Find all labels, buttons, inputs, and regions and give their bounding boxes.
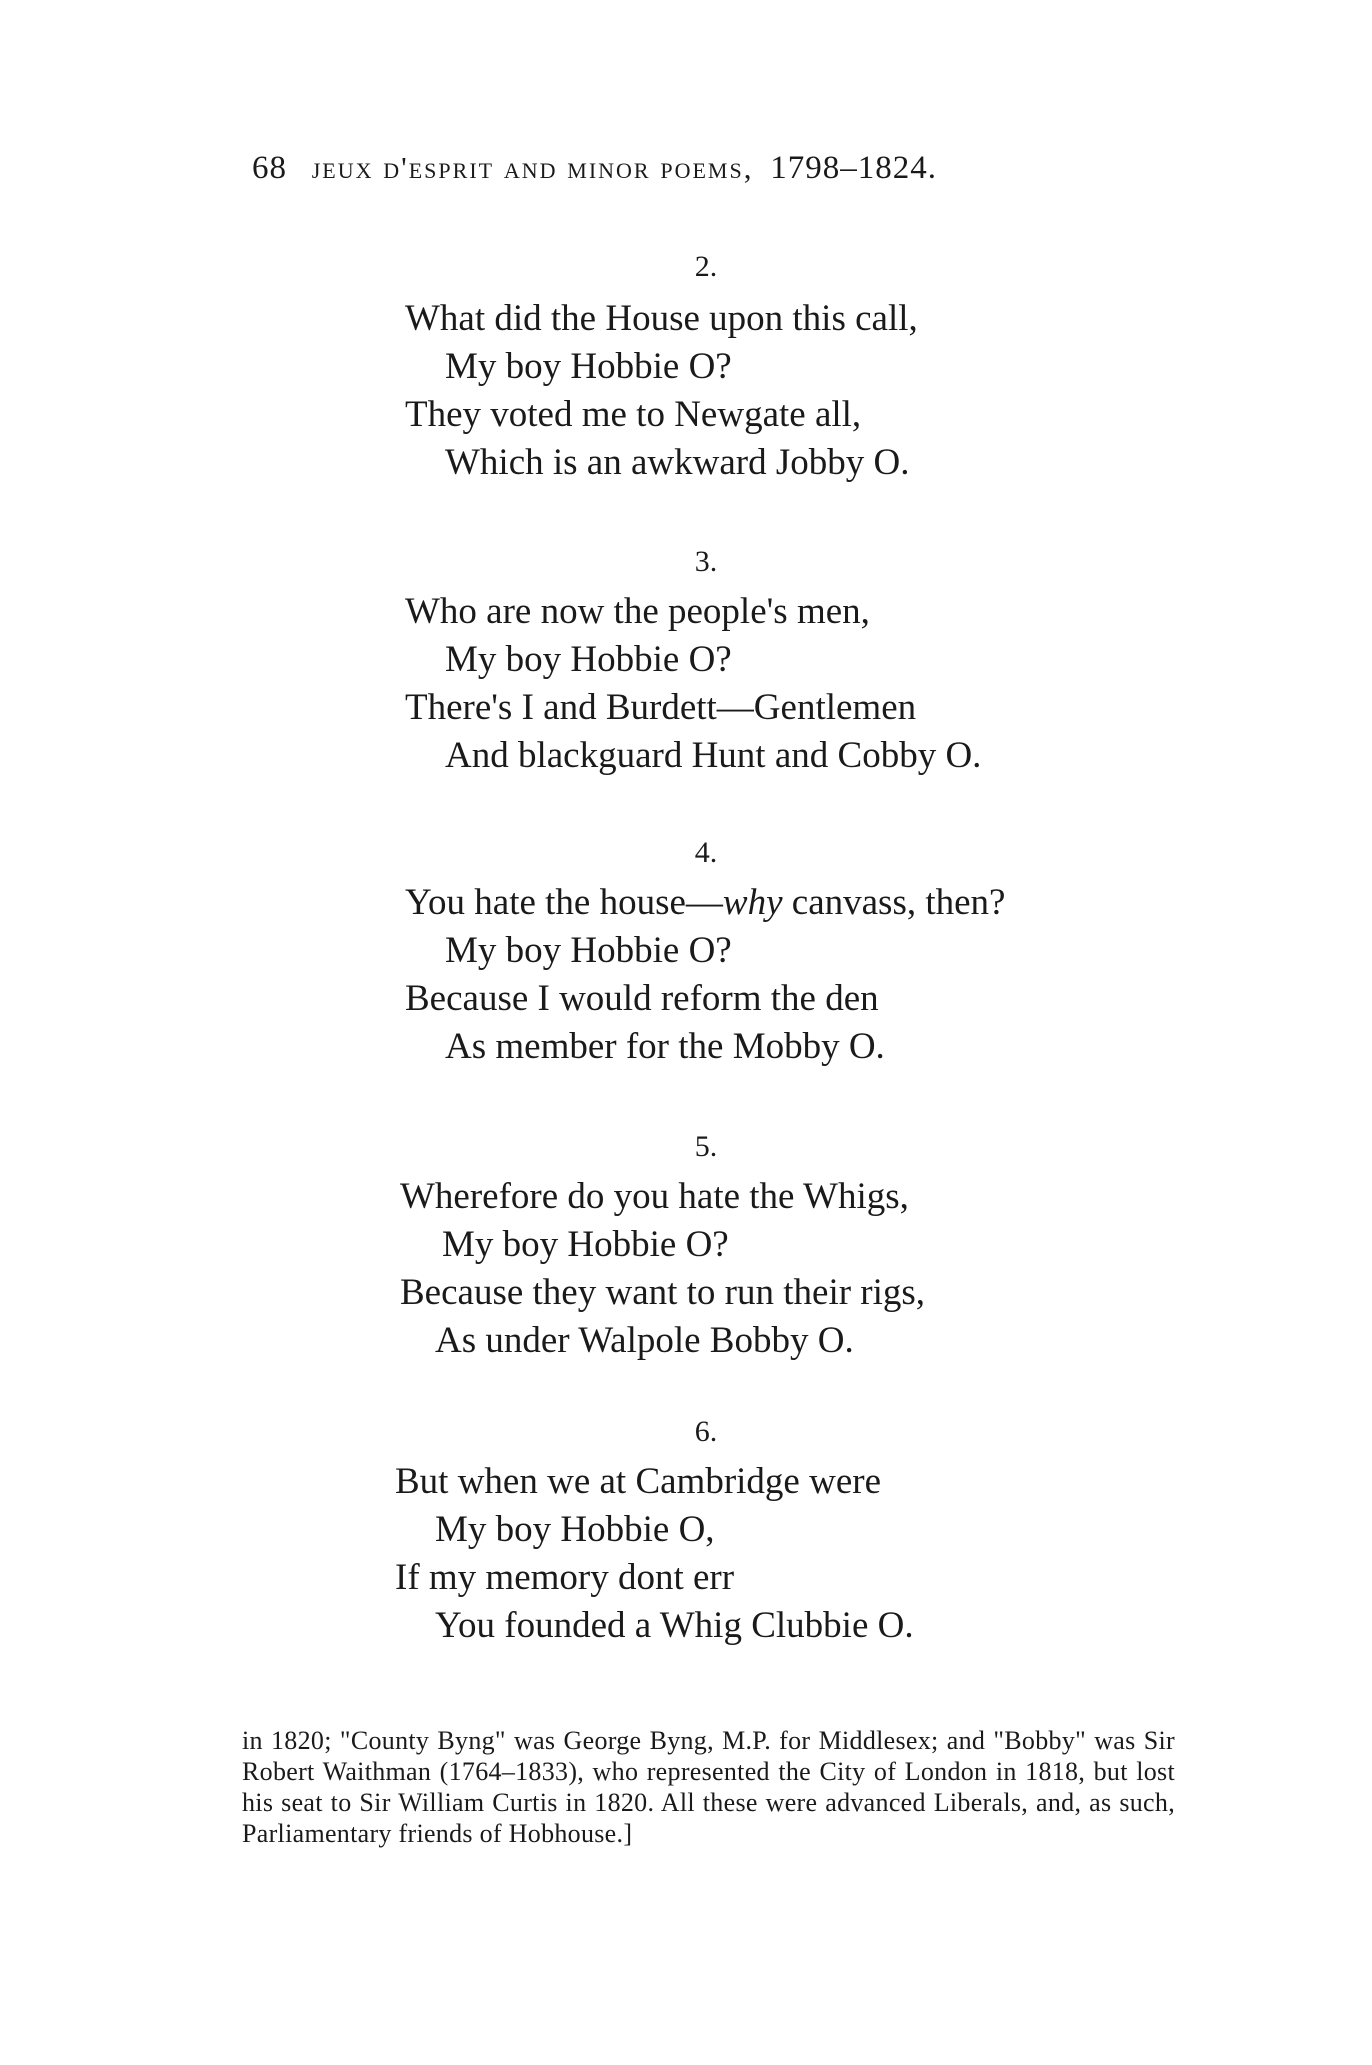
verse-line: Because I would reform the den — [405, 978, 879, 1019]
verse-line: They voted me to Newgate all, — [405, 394, 862, 435]
stanza-number: 4. — [694, 836, 718, 869]
emphasis-word: why — [722, 882, 783, 923]
verse-line: Wherefore do you hate the Whigs, — [400, 1176, 909, 1217]
verse-line: Who are now the people's men, — [405, 591, 870, 632]
stanza-number: 5. — [694, 1130, 718, 1163]
verse-line: If my memory dont err — [395, 1557, 735, 1598]
verse-line: My boy Hobbie O? — [445, 639, 732, 680]
verse-line: My boy Hobbie O, — [435, 1509, 715, 1550]
running-title: jeux d'esprit and minor poems, — [311, 150, 754, 185]
verse-line: But when we at Cambridge were — [395, 1461, 881, 1502]
running-years: 1798–1824. — [770, 150, 937, 186]
verse-line: My boy Hobbie O? — [445, 930, 732, 971]
verse-text: You hate the house— — [405, 882, 723, 923]
verse-line: Which is an awkward Jobby O. — [445, 442, 910, 483]
stanza-number: 2. — [694, 250, 718, 283]
verse-text: canvass, then? — [782, 882, 1006, 923]
verse-line: And blackguard Hunt and Cobby O. — [445, 735, 982, 776]
stanza-number: 3. — [694, 545, 718, 578]
page-number: 68 — [252, 150, 287, 186]
running-head — [252, 150, 937, 187]
verse-line: Because they want to run their rigs, — [400, 1272, 926, 1313]
verse-line — [405, 884, 1005, 921]
verse-line: As under Walpole Bobby O. — [435, 1320, 854, 1361]
footnote: in 1820; "County Byng" was George Byng, M.P. for Middlesex; and "Bobby" was Sir Robert Waithman (1764–1833), who represented the City of London in 1818, but lost his seat to Sir William Curtis in 1820. All these were advanced Liberals, and, as such, Parliamentary friends of Hobhouse.] — [242, 1726, 1175, 1848]
verse-line: My boy Hobbie O? — [442, 1224, 729, 1265]
verse-line: As member for the Mobby O. — [445, 1026, 885, 1067]
verse-line: You founded a Whig Clubbie O. — [435, 1605, 914, 1646]
verse-line: What did the House upon this call, — [405, 298, 918, 339]
verse-line: There's I and Burdett—Gentlemen — [405, 687, 917, 728]
verse-line: My boy Hobbie O? — [445, 346, 732, 387]
stanza-number: 6. — [694, 1415, 718, 1448]
